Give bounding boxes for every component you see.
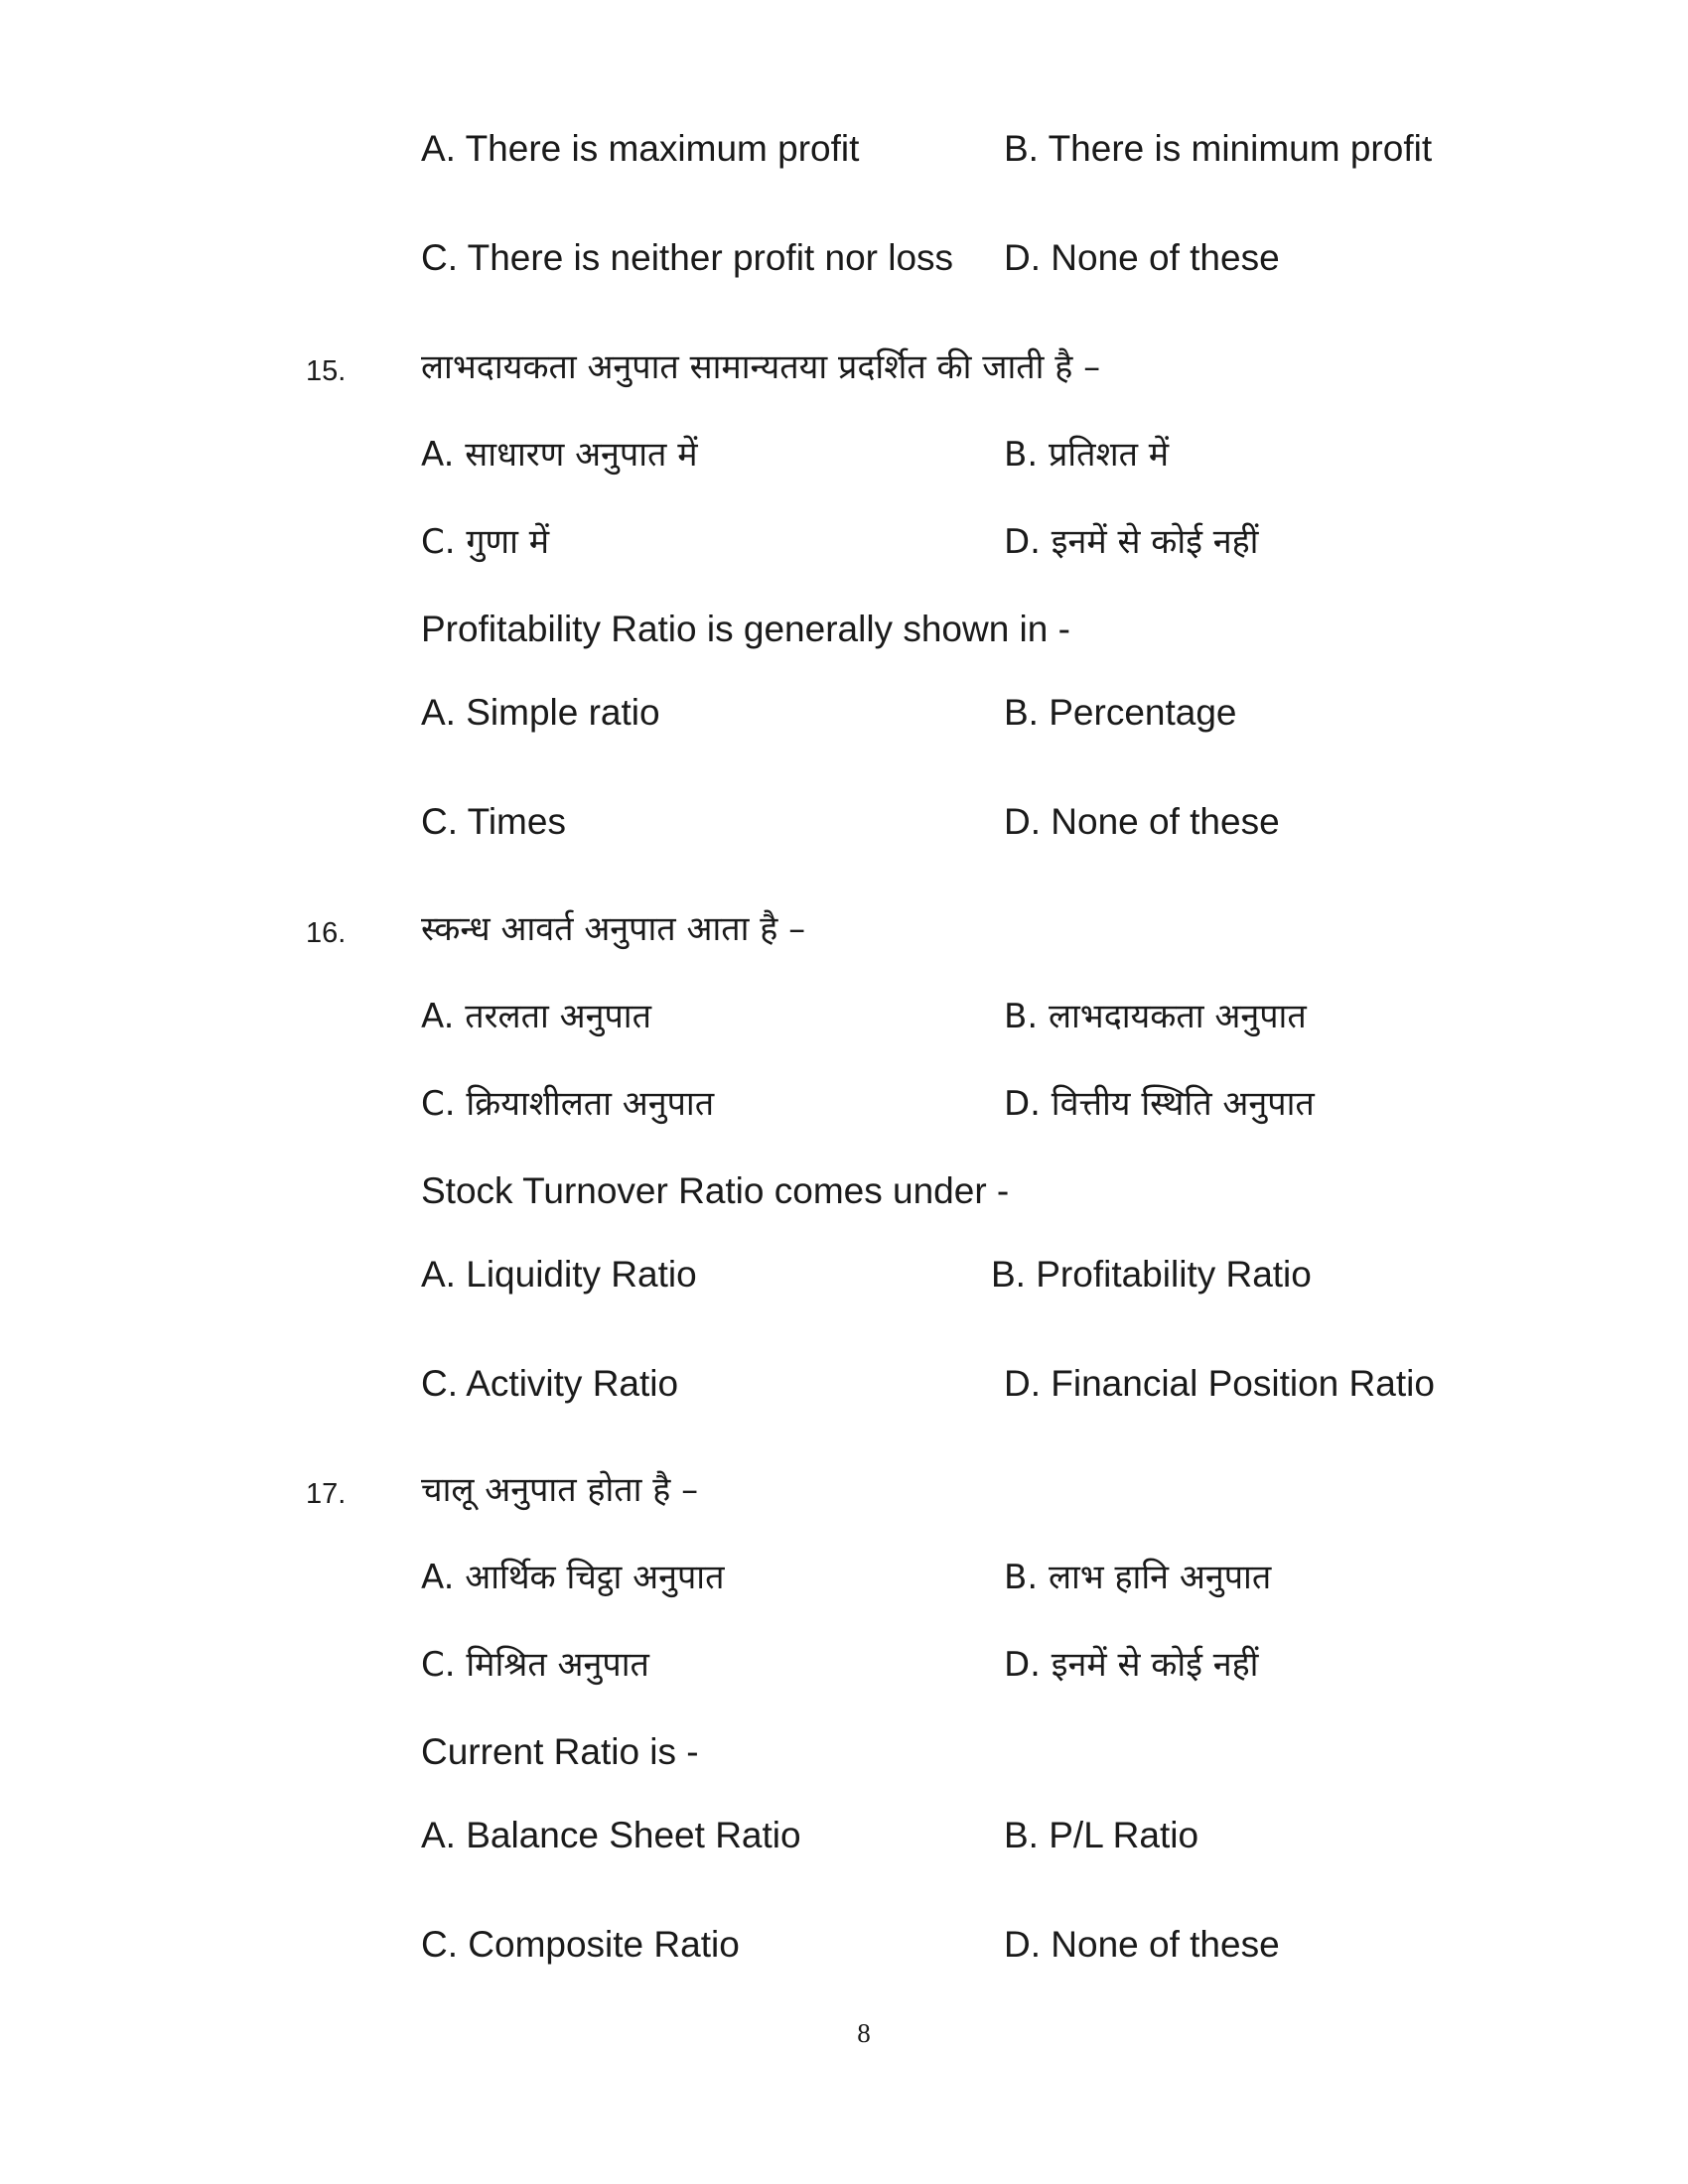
q16-hindi-option-d: D. वित्तीय स्थिति अनुपात (1004, 1084, 1315, 1124)
q15-english-option-c: C. Times (421, 801, 566, 842)
q16-hindi-question: स्कन्ध आवर्त अनुपात आता है – (421, 909, 806, 949)
q16-hindi-option-c: C. क्रियाशीलता अनुपात (421, 1084, 715, 1124)
q15-hindi-option-c: C. गुणा में (421, 522, 550, 562)
q17-number: 17. (306, 1478, 347, 1510)
q16-number: 16. (306, 917, 347, 949)
q17-hindi-option-c: C. मिश्रित अनुपात (421, 1645, 649, 1685)
q16-hindi-option-a: A. तरलता अनुपात (421, 997, 651, 1036)
q17-english-option-a: A. Balance Sheet Ratio (421, 1815, 801, 1855)
q15-hindi-question: लाभदायकता अनुपात सामान्यतया प्रदर्शित की जाती है – (421, 347, 1101, 387)
q17-hindi-option-d: D. इनमें से कोई नहीं (1004, 1645, 1259, 1685)
q16-hindi-option-b: B. लाभदायकता अनुपात (1004, 997, 1307, 1036)
q16-english-option-b: B. Profitability Ratio (991, 1254, 1312, 1295)
q14-option-c: C. There is neither profit nor loss (421, 237, 954, 278)
page-number: 8 (857, 2018, 871, 2048)
q14-option-b: B. There is minimum profit (1004, 128, 1433, 169)
q15-number: 15. (306, 355, 347, 387)
q17-hindi-question: चालू अनुपात होता है – (421, 1470, 699, 1510)
q15-english-question: Profitability Ratio is generally shown in - (421, 609, 1070, 649)
q16-english-option-c: C. Activity Ratio (421, 1363, 679, 1404)
q17-english-option-c: C. Composite Ratio (421, 1924, 740, 1965)
q16-english-question: Stock Turnover Ratio comes under - (421, 1170, 1010, 1211)
q17-english-option-b: B. P/L Ratio (1004, 1815, 1199, 1855)
q15-english-option-d: D. None of these (1004, 801, 1280, 842)
q15-english-option-a: A. Simple ratio (421, 692, 660, 733)
q14-option-d: D. None of these (1004, 237, 1280, 278)
q17-english-question: Current Ratio is - (421, 1731, 699, 1772)
q15-hindi-option-b: B. प्रतिशत में (1004, 435, 1170, 475)
q16-english-option-d: D. Financial Position Ratio (1004, 1363, 1435, 1404)
q14-option-a: A. There is maximum profit (421, 128, 860, 169)
q17-hindi-option-b: B. लाभ हानि अनुपात (1004, 1558, 1272, 1597)
q15-hindi-option-d: D. इनमें से कोई नहीं (1004, 522, 1259, 562)
q17-english-option-d: D. None of these (1004, 1924, 1280, 1965)
q16-english-option-a: A. Liquidity Ratio (421, 1254, 697, 1295)
q15-english-option-b: B. Percentage (1004, 692, 1237, 733)
q15-hindi-option-a: A. साधारण अनुपात में (421, 435, 698, 475)
q17-hindi-option-a: A. आर्थिक चिट्ठा अनुपात (421, 1558, 725, 1597)
